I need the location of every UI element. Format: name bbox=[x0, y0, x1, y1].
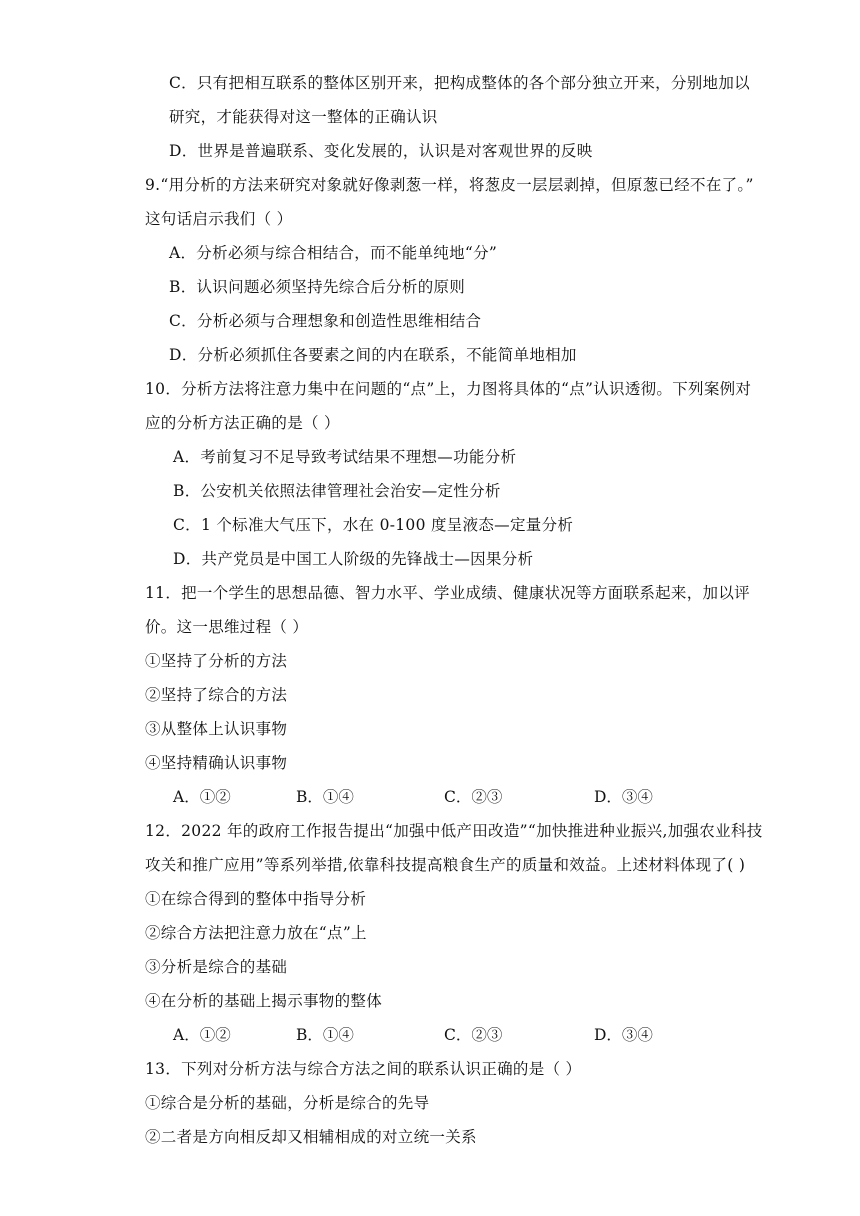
q10-option-d: D．共产党员是中国工人阶级的先锋战士—因果分析 bbox=[173, 550, 534, 568]
q10-stem-line1: 10．分析方法将注意力集中在问题的“点”上，力图将具体的“点”认识透彻。下列案例对 bbox=[145, 380, 752, 398]
q13-statement-2: ②二者是方向相反却又相辅相成的对立统一关系 bbox=[145, 1128, 477, 1146]
q8-option-d: D．世界是普遍联系、变化发展的，认识是对客观世界的反映 bbox=[169, 142, 593, 160]
q11-statement-4: ④坚持精确认识事物 bbox=[145, 754, 288, 772]
q10-option-c: C．1 个标准大气压下，水在 0-100 度呈液态—定量分析 bbox=[173, 516, 574, 534]
q12-statement-1: ①在综合得到的整体中指导分析 bbox=[145, 890, 367, 908]
q12-statement-3: ③分析是综合的基础 bbox=[145, 958, 288, 976]
q8-option-c-line2: 研究，才能获得对这一整体的正确认识 bbox=[169, 108, 438, 126]
q10-option-b: B．公安机关依照法律管理社会治安—定性分析 bbox=[173, 482, 501, 500]
q9-option-b: B．认识问题必须坚持先综合后分析的原则 bbox=[169, 278, 466, 296]
q9-option-a: A．分析必须与综合相结合，而不能单纯地“分” bbox=[169, 244, 498, 262]
q11-statement-1: ①坚持了分析的方法 bbox=[145, 652, 288, 670]
q8-option-c-line1: C．只有把相互联系的整体区别开来，把构成整体的各个部分独立开来，分别地加以 bbox=[169, 74, 750, 92]
q12-statement-2: ②综合方法把注意力放在“点”上 bbox=[145, 924, 367, 942]
q9-stem-line1: 9.“用分析的方法来研究对象就好像剥葱一样，将葱皮一层层剥掉，但原葱已经不在了。” bbox=[145, 176, 754, 194]
q9-stem-line2: 这句话启示我们（ ） bbox=[145, 210, 293, 228]
q11-stem-line2: 价。这一思维过程（ ） bbox=[145, 618, 309, 636]
q12-stem-line2: 攻关和推广应用”等系列举措,依靠科技提高粮食生产的质量和效益。上述材料体现了( ) bbox=[145, 856, 746, 874]
q11-choice-b: B．①④ bbox=[296, 788, 354, 806]
q10-stem-line2: 应的分析方法正确的是（ ） bbox=[145, 414, 340, 432]
q13-stem: 13．下列对分析方法与综合方法之间的联系认识正确的是（ ） bbox=[145, 1060, 582, 1078]
q11-choice-a: A．①② bbox=[173, 788, 231, 806]
q11-choice-d: D．③④ bbox=[594, 788, 653, 806]
q12-choice-d: D．③④ bbox=[594, 1026, 653, 1044]
q11-choice-c: C．②③ bbox=[444, 788, 503, 806]
q11-statement-2: ②坚持了综合的方法 bbox=[145, 686, 288, 704]
q9-option-d: D．分析必须抓住各要素之间的内在联系，不能简单地相加 bbox=[169, 346, 577, 364]
q12-stem-line1: 12．2022 年的政府工作报告提出“加强中低产田改造”“加快推进种业振兴,加强农业科技 bbox=[145, 822, 763, 840]
q11-stem-line1: 11．把一个学生的思想品德、智力水平、学业成绩、健康状况等方面联系起来，加以评 bbox=[145, 584, 750, 602]
q11-statement-3: ③从整体上认识事物 bbox=[145, 720, 288, 738]
q13-statement-1: ①综合是分析的基础，分析是综合的先导 bbox=[145, 1094, 430, 1112]
q10-option-a: A．考前复习不足导致考试结果不理想—功能分析 bbox=[173, 448, 517, 466]
q12-statement-4: ④在分析的基础上揭示事物的整体 bbox=[145, 992, 383, 1010]
q12-choice-b: B．①④ bbox=[296, 1026, 354, 1044]
q12-choice-c: C．②③ bbox=[444, 1026, 503, 1044]
q12-choice-a: A．①② bbox=[173, 1026, 231, 1044]
q9-option-c: C．分析必须与合理想象和创造性思维相结合 bbox=[169, 312, 482, 330]
